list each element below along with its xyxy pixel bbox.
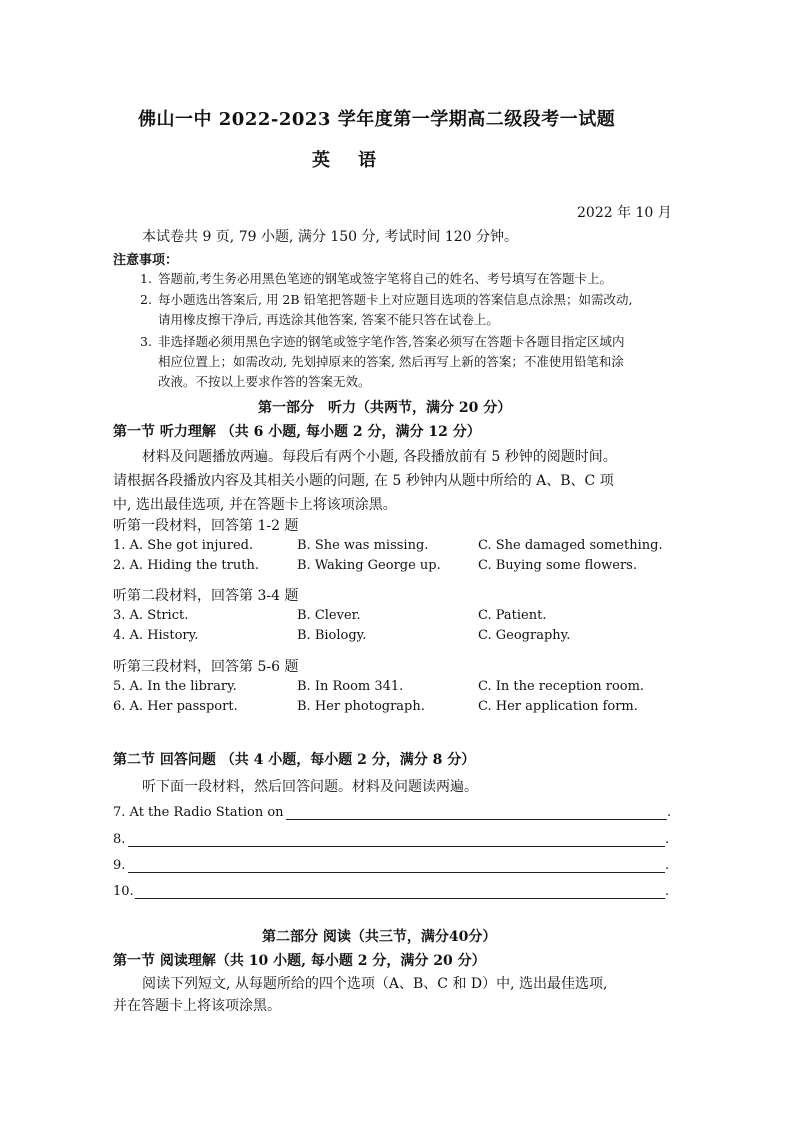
question-1-option-a: 1. A. She got injured. [113,538,254,553]
question-5 [113,679,713,697]
question-3-option-a: 3. A. Strict. [113,608,189,623]
part1-section1-heading: 第一节 听力理解 （共 6 小题, 每小题 2 分，满分 12 分） [113,424,481,440]
question-7-period: . [667,805,672,820]
part2-section1-instruction-1: 阅读下列短文, 从每题所给的四个选项（A、B、C 和 D）中, 选出最佳选项, [142,976,608,992]
part1-section1-instruction-1: 材料及问题播放两遍。每段后有两个小题, 各段播放前有 5 秒钟的阅题时间。 [142,449,617,465]
question-8-answer-line[interactable] [128,846,665,847]
question-4-option-b: B. Biology. [297,628,367,643]
question-4-option-c: C. Geography. [478,628,571,643]
question-6-option-a: 6. A. Her passport. [113,699,238,714]
exam-intro: 本试卷共 9 页, 79 小题, 满分 150 分, 考试时间 120 分钟。 [142,229,519,245]
question-1-option-b: B. She was missing. [297,538,429,553]
group-2-label: 听第二段材料，回答第 3-4 题 [113,588,299,604]
question-9-period: . [665,858,670,873]
question-2 [113,558,713,576]
question-8-label: 8. [113,832,126,847]
note-1-text: 答题前,考生务必用黑色笔迹的钢笔或签字笔将自己的姓名、考号填写在答题卡上。 [158,271,612,286]
question-10-label: 10. [113,884,134,899]
part1-section1-instruction-3: 中, 选出最佳选项, 并在答题卡上将该项涂黑。 [113,497,397,513]
exam-title: 佛山一中 2022-2023 学年度第一学期高二级段考一试题 [138,109,616,130]
exam-subject: 英语 [312,150,404,171]
note-3-line1 [140,332,624,352]
part1-section2-instruction: 听下面一段材料，然后回答问题。材料及问题读两遍。 [142,779,478,795]
part1-heading: 第一部分 听力（共两节，满分 20 分） [258,400,512,416]
group-1-label: 听第一段材料，回答第 1-2 题 [113,518,299,534]
question-10-period: . [665,884,670,899]
question-3 [113,608,713,626]
question-9-label: 9. [113,858,126,873]
note-2-line1 [140,290,633,310]
question-7-prefix: 7. At the Radio Station on [113,805,284,820]
question-2-option-a: 2. A. Hiding the truth. [113,558,259,573]
notes-heading: 注意事项： [113,253,179,268]
note-2-text-1: 每小题选出答案后, 用 2B 铅笔把答题卡上对应题目选项的答案信息点涂黑；如需改动, [158,292,633,307]
question-3-option-b: B. Clever. [297,608,361,623]
note-1 [140,269,612,289]
question-7-answer-line[interactable] [286,819,667,820]
question-4-option-a: 4. A. History. [113,628,199,643]
question-1-option-c: C. She damaged something. [478,538,663,553]
part2-section1-instruction-2: 并在答题卡上将该项涂黑。 [113,998,281,1014]
note-1-number: 1. [140,271,152,286]
part1-section1-instruction-2: 请根据各段播放内容及其相关小题的问题, 在 5 秒钟内从题中所给的 A、B、C 项 [113,473,614,489]
question-2-option-c: C. Buying some flowers. [478,558,637,573]
question-9-answer-line[interactable] [128,872,665,873]
question-10-answer-line[interactable] [135,898,665,899]
note-3-number: 3. [140,334,152,349]
part2-heading: 第二部分 阅读（共三节，满分40分） [262,929,497,945]
part2-section1-heading: 第一节 阅读理解（共 10 小题, 每小题 2 分，满分 20 分） [113,953,486,969]
question-5-option-a: 5. A. In the library. [113,679,237,694]
group-3-label: 听第三段材料，回答第 5-6 题 [113,659,299,675]
question-5-option-c: C. In the reception room. [478,679,645,694]
question-2-option-b: B. Waking George up. [297,558,441,573]
note-3-text-2: 相应位置上；如需改动, 先划掉原来的答案, 然后再写上新的答案；不准使用铅笔和涂 [158,354,624,369]
question-8-period: . [665,832,670,847]
question-5-option-b: B. In Room 341. [297,679,404,694]
note-3-text-3: 改液。不按以上要求作答的答案无效。 [158,374,371,389]
question-4 [113,628,713,646]
question-6 [113,699,713,717]
question-6-option-b: B. Her photograph. [297,699,425,714]
part1-section2-heading: 第二节 回答问题 （共 4 小题，每小题 2 分，满分 8 分） [113,752,476,768]
note-3-text-1: 非选择题必须用黑色字迹的钢笔或签字笔作答,答案必须写在答题卡各题目指定区域内 [158,334,625,349]
question-6-option-c: C. Her application form. [478,699,638,714]
question-3-option-c: C. Patient. [478,608,547,623]
exam-date: 2022 年 10 月 [577,205,672,221]
note-2-number: 2. [140,292,152,307]
question-1 [113,538,713,556]
note-2-text-2: 请用橡皮擦干净后, 再选涂其他答案, 答案不能只答在试卷上。 [158,312,499,327]
